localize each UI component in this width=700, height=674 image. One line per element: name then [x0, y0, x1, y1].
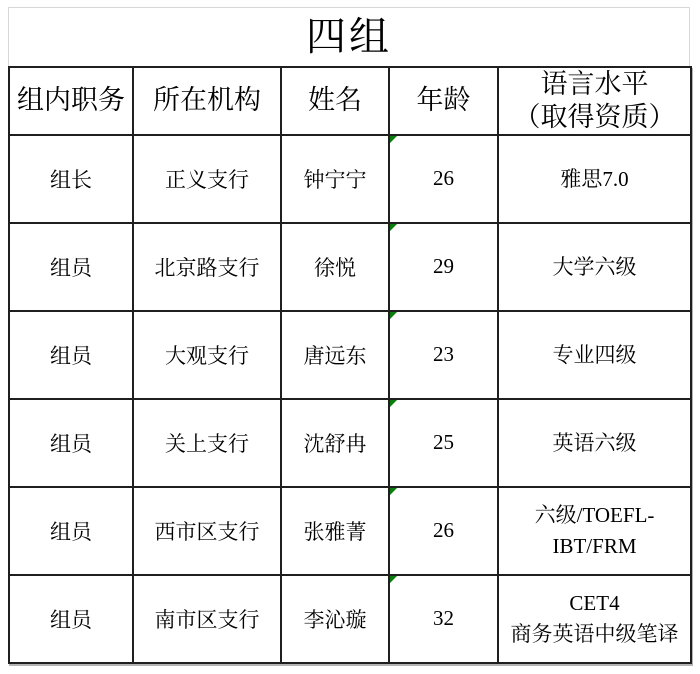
cell-name[interactable]: 张雅菁	[281, 487, 389, 575]
header-cell-qual[interactable]	[498, 67, 691, 135]
cell-qual[interactable]	[498, 575, 691, 663]
page-title: 四组	[306, 14, 392, 59]
qual-line: 英语六级	[552, 430, 637, 455]
qual-line: CET4	[569, 591, 620, 616]
number-stored-as-text-indicator-icon	[390, 488, 397, 495]
cell-org[interactable]: 南市区支行	[133, 575, 281, 663]
cell-age[interactable]	[389, 223, 498, 311]
qual-line: IBT/FRM	[552, 533, 637, 558]
cell-name[interactable]: 唐远东	[281, 311, 389, 399]
age-value: 23	[433, 342, 454, 367]
merged-title-cell[interactable]	[8, 7, 690, 66]
qual-line: 六级/TOEFL-	[534, 503, 655, 528]
cell-qual[interactable]	[498, 311, 691, 399]
cell-name[interactable]: 徐悦	[281, 223, 389, 311]
cell-org[interactable]: 关上支行	[133, 399, 281, 487]
cell-org[interactable]: 北京路支行	[133, 223, 281, 311]
cell-role[interactable]: 组长	[9, 135, 133, 223]
number-stored-as-text-indicator-icon	[390, 312, 397, 319]
cell-qual[interactable]	[498, 135, 691, 223]
qual-line: 雅思7.0	[560, 166, 629, 191]
qual-line: 商务英语中级笔译	[510, 621, 679, 646]
header-row	[9, 67, 691, 135]
cell-org[interactable]: 西市区支行	[133, 487, 281, 575]
cell-name[interactable]: 沈舒冉	[281, 399, 389, 487]
header-cell-org[interactable]: 所在机构	[133, 67, 281, 135]
cell-qual[interactable]	[498, 487, 691, 575]
cell-age[interactable]	[389, 135, 498, 223]
cell-org[interactable]: 正义支行	[133, 135, 281, 223]
table-row	[9, 135, 691, 223]
cell-qual[interactable]	[498, 223, 691, 311]
cell-role[interactable]: 组员	[9, 399, 133, 487]
data-table	[8, 66, 692, 664]
cell-age[interactable]	[389, 575, 498, 663]
cell-role[interactable]: 组员	[9, 223, 133, 311]
cell-qual[interactable]	[498, 399, 691, 487]
age-value: 29	[433, 254, 454, 279]
table-group-four	[8, 7, 690, 664]
cell-age[interactable]	[389, 487, 498, 575]
header-qual-line1: 语言水平	[540, 69, 649, 99]
cell-org[interactable]: 大观支行	[133, 311, 281, 399]
number-stored-as-text-indicator-icon	[390, 224, 397, 231]
cell-role[interactable]: 组员	[9, 575, 133, 663]
header-cell-role[interactable]: 组内职务	[9, 67, 133, 135]
age-value: 32	[433, 606, 454, 631]
cell-name[interactable]: 钟宁宁	[281, 135, 389, 223]
qual-line: 大学六级	[552, 254, 637, 279]
header-cell-age[interactable]: 年龄	[389, 67, 498, 135]
age-value: 25	[433, 430, 454, 455]
number-stored-as-text-indicator-icon	[390, 400, 397, 407]
table-row	[9, 311, 691, 399]
table-row	[9, 399, 691, 487]
table-row	[9, 487, 691, 575]
cell-role[interactable]: 组员	[9, 487, 133, 575]
qual-line: 专业四级	[552, 342, 637, 367]
age-value: 26	[433, 166, 454, 191]
cell-role[interactable]: 组员	[9, 311, 133, 399]
age-value: 26	[433, 518, 454, 543]
number-stored-as-text-indicator-icon	[390, 576, 397, 583]
header-qual-line2: （取得资质）	[513, 101, 676, 132]
table-row	[9, 575, 691, 663]
cell-name[interactable]: 李沁璇	[281, 575, 389, 663]
cell-age[interactable]	[389, 399, 498, 487]
header-cell-name[interactable]: 姓名	[281, 67, 389, 135]
table-row	[9, 223, 691, 311]
cell-age[interactable]	[389, 311, 498, 399]
number-stored-as-text-indicator-icon	[390, 136, 397, 143]
